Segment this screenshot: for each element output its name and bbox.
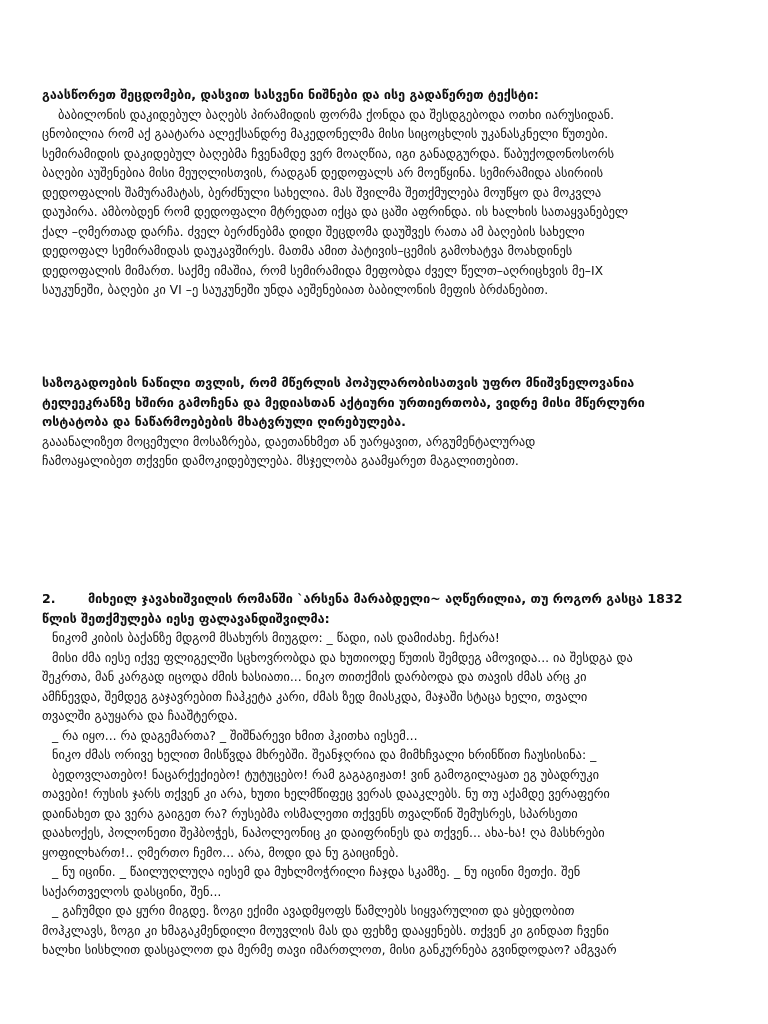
task-2-heading-line: ტელეეკრანზე ხშირი გამოჩენა და მედიასთან აქტიური ურთიერთობა, ვიდრე მისი მწერლური xyxy=(42,394,645,410)
text-line: თავები! რუსის ჯარს თქვენ კი არა, ხუთი ხელმწიფეც ვერას დააკლებს. ნუ თუ აქამდე ვერაფერი xyxy=(42,786,610,801)
text-line: გააანალიზეთ მოცემული მოსაზრება, დაეთანხმეთ ან უარყავით, არგუმენტალურად xyxy=(42,433,536,449)
task-2-heading-line: ოსტატობა და ნაწარმოებების მხატვრული ღირებულება. xyxy=(42,414,406,429)
text-line: თვალში გაუყარა და ჩააშტერდა. xyxy=(42,708,238,723)
text-line: დაუპირა. ამბობდენ რომ დედოფალი მტრედათ იქცა და ცაში აფრინდა. ის ხალხის სათაყვანებელ xyxy=(42,204,629,219)
task-number: 2. xyxy=(42,591,56,606)
text-line: _ გაჩუმდი და ყური მიგდე. ზოგი ექიმი ავადმყოფს წამლებს სიყვარულით და ყბედობით xyxy=(52,903,575,918)
text-line: მისი ძმა იესე იქვე ფლიგელში სცხოვრობდა და ხუთიოდე წუთის შემდეგ ამოვიდა... ია შესდგა და xyxy=(52,649,633,665)
text-line: ბაბილონის დაკიდებულ ბაღებს პირამიდის ფორმა ქონდა და შესდგებოდა ოთხი იარუსიდან. xyxy=(58,106,615,122)
text-line: _ რა იყო... რა დაგემართა? _ შიშნარევი ხმით ჰკითხა იესემ... xyxy=(52,727,418,743)
text-line: ცნობილია რომ აქ გაატარა ალექსანდრე მაკედონელმა მისი სიცოცხლის უკანასკნელი წუთები. xyxy=(42,126,609,141)
text-line: ნიკო ძმას ორივე ხელით მისწვდა მხრებში. შეანჯღრია და მიმხჩვალი ხრინწით ჩაუსისინა: _ xyxy=(52,747,597,762)
text-line: ბედოვლათებო! ნაცარქექიებო! ტუტუცებო! რამ გაგაგიჟათ! ვინ გამოგილაყათ ეგ უბადრუკი xyxy=(52,766,600,782)
text-line: _ ნუ იცინი. _ წაილუღლუღა იესემ და მუხლმოჭრილი ჩაჯდა სკამზე. _ ნუ იცინი მეთქი. შენ xyxy=(52,864,581,879)
text-line: მოჰკლავს, ზოგი კი ხმაგაკმენდილი მოუვლის მას და ფეხზე დააყენებს. თქვენ კი გინდათ ჩვენი xyxy=(42,922,609,938)
text-line: ქალ –ღმერთად დარჩა. ძველ ბერძნებმა დიდი შეცდომა დაუშვეს რათა ამ ბაღების სახელი xyxy=(42,223,585,239)
text-line: დედოფალის მიმართ. საქმე იმაშია, რომ სემირამიდა მეფობდა ძველ წელთ–აღრიცხვის მე–IX xyxy=(42,262,604,278)
text-line: ხალხი სისხლით დასცალოთ და მერმე თავი იმართლოთ, მისი განკურნება გვინდოდაო? ამგვარ xyxy=(42,942,617,957)
text-line: დაინახეთ და ვერა გაიგეთ რა? რუსებმა ოსმალეთი თქვენს თვალწინ შემუსრეს, სპარსეთი xyxy=(42,805,578,821)
task-3-block xyxy=(42,589,732,960)
text-line: ნიკომ კიბის ბაქანზე მდგომ მსახურს მიუგდო: _ წადი, იას დამიძახე. ჩქარა! xyxy=(52,630,500,645)
task-2-block xyxy=(42,373,732,471)
task-3-heading xyxy=(42,589,732,609)
text-line: ამჩნევდა, შემდეგ გაჯავრებით ჩაჰკეტა კარი, ძმას ზედ მიასკდა, მაჯაში სტაცა ხელი, თვალი xyxy=(42,688,588,704)
text-line: ყოფილხართ!.. ღმერთო ჩემო... არა, მოდი და ნუ გაიცინებ. xyxy=(42,844,399,860)
task-1-heading: გაასწორეთ შეცდომები, დასვით სასვენი ნიშნები და ისე გადაწერეთ ტექსტი: xyxy=(42,87,539,102)
text-line: დედოფალის შამურამატას, ბერძნული სახელია. მას შვილმა შეთქმულება მოუწყო და მოკვლა xyxy=(42,184,602,200)
text-line: საქართველოს დასცინი, შენ... xyxy=(42,883,222,899)
text-line: ჩამოაყალიბეთ თქვენი დამოკიდებულება. მსჯელობა გაამყარეთ მაგალითებით. xyxy=(42,453,519,468)
text-line: დედოფალ სემირამიდას დაუკავშირეს. მათმა ამით პატივის–ცემის გამოხატვა მოახდინეს xyxy=(42,243,573,258)
task-2-heading-line: საზოგადოების ნაწილი თვლის, რომ მწერლის პოპულარობისათვის უფრო მნიშვნელოვანია xyxy=(42,375,635,390)
text-line: სემირამიდის დაკიდებულ ბაღებმა ჩვენამდე ვერ მოაღწია, იგი განადგურდა. წაბუქოდონოსორს xyxy=(42,145,615,161)
task-3-heading-line-2: წლის შეთქმულება იესე ფალავანდიშვილმა: xyxy=(42,610,330,626)
text-line: დაახოქეს, პოლონეთი შეჰბოჭეს, ნაპოლეონიც კი დაიფრინეს და თქვენ... ახა-ხა! ღა მასხრები xyxy=(42,825,605,840)
text-line: საუკუნეში, ბაღები კი VI –ე საუკუნეში უნდა აეშენებიათ ბაბილონის მეფის ბრძანებით. xyxy=(42,282,549,297)
text-line: შეკრთა, მან კარგად იცოდა ძმის ხასიათი... ნიკო თითქმის დარბოდა და თავის ძმას არც კი xyxy=(42,669,587,684)
task-1-block xyxy=(42,85,732,300)
task-3-heading-text: მიხეილ ჯავახიშვილის რომანში `არსენა მარაბდელი~ აღწერილია, თუ როგორ გასცა 1832 xyxy=(88,591,683,606)
text-line: ბაღები აუშენებია მისი მეუღლისთვის, რადგან დედოფალს არ მოეწყინა. სემირამიდა ასირიის xyxy=(42,165,604,180)
